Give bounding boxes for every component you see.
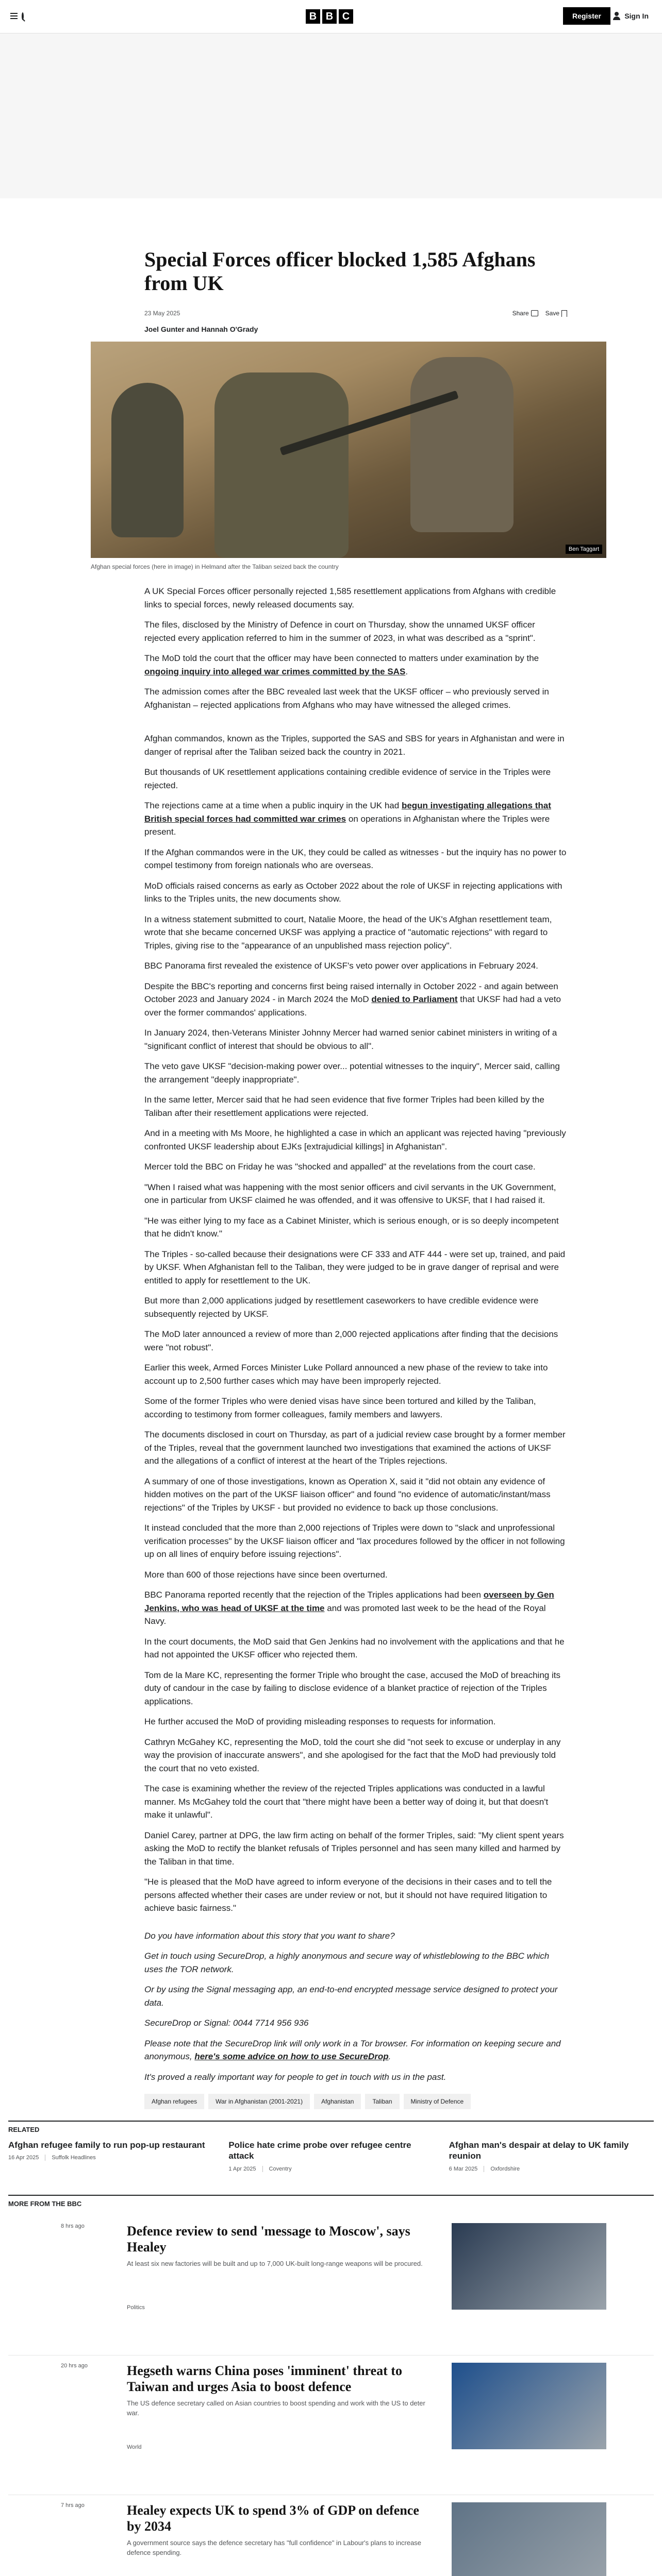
save-label: Save xyxy=(545,310,559,317)
article-paragraph: "He was either lying to my face as a Cabinet Minister, which is serious enough, or is so deeply incompetent that he didn't know." xyxy=(144,1215,559,1239)
byline: Joel Gunter and Hannah O'Grady xyxy=(144,325,258,333)
hero-figure xyxy=(410,357,514,532)
more-summary: At least six new factories will be built and up to 7,000 UK-built long-range weapons will be procured. xyxy=(127,2259,423,2267)
article-paragraph xyxy=(144,652,567,678)
article-paragraph: SecureDrop or Signal: 0044 7714 956 936 xyxy=(144,2018,309,2028)
article-paragraph: He further accused the MoD of providing misleading responses to requests for information. xyxy=(144,1717,496,1726)
more-text xyxy=(127,2502,426,2558)
paragraph-text: and was promoted last week to be the head of the Royal Navy. xyxy=(144,1603,546,1626)
article-paragraph: And in a meeting with Ms Moore, he highlighted a case in which an applicant was rejected having "previously confronted UKSF leadership about EJKs [extrajudicial killings] in Afghanistan". xyxy=(144,1128,566,1151)
paragraph-text: The MoD told the court that the officer may have been connected to matters under examination by the xyxy=(144,653,539,663)
topic-tag[interactable]: Taliban xyxy=(365,2094,399,2109)
topic-tag[interactable]: War in Afghanistan (2001-2021) xyxy=(208,2094,310,2109)
related-meta xyxy=(8,2155,213,2161)
related-meta xyxy=(228,2166,433,2172)
article-paragraph xyxy=(144,1588,567,1628)
more-title[interactable]: Defence review to send 'message to Moscow', says Healey xyxy=(127,2223,410,2255)
article-paragraph: Some of the former Triples who were denied visas have since been tortured and killed by the Taliban, according to testimony from former colleagues, family members and lawyers. xyxy=(144,1396,536,1419)
inline-link[interactable]: begun investigating allegations that British special forces had committed war crimes xyxy=(144,801,551,824)
article-meta xyxy=(144,310,567,317)
article-paragraph: Or by using the Signal messaging app, an end-to-end encrypted message service designed to protect your data. xyxy=(144,1985,558,2008)
related-heading: RELATED xyxy=(8,2121,654,2133)
related-title[interactable]: Police hate crime probe over refugee centre attack xyxy=(228,2140,411,2161)
related-date: 1 Apr 2025 xyxy=(228,2165,256,2172)
more-thumbnail[interactable] xyxy=(452,2363,606,2449)
more-title[interactable]: Hegseth warns China poses 'imminent' threat to Taiwan and urges Asia to boost defence xyxy=(127,2363,402,2394)
article-date: 23 May 2025 xyxy=(144,310,180,317)
article-title: Special Forces officer blocked 1,585 Afghans from UK xyxy=(144,248,536,295)
image-credit: Ben Taggart xyxy=(566,545,602,554)
topic-tags xyxy=(144,2094,567,2109)
share-icon xyxy=(531,310,538,316)
logo-letter: B xyxy=(322,9,337,24)
more-time: 20 hrs ago xyxy=(61,2362,88,2369)
article-paragraph: Afghan commandos, known as the Triples, supported the SAS and SBS for years in Afghanistan and were in danger of reprisal after the Taliban seized back the country in 2021. xyxy=(144,734,565,757)
related-title[interactable]: Afghan refugee family to run pop-up restaurant xyxy=(8,2140,205,2150)
more-time: 7 hrs ago xyxy=(61,2502,85,2509)
related-topic: Suffolk Headlines xyxy=(45,2155,95,2161)
article-paragraph: In January 2024, then-Veterans Minister Johnny Mercer had warned senior cabinet ministers in writing of a "significant conflict of interest that should be obvious to all". xyxy=(144,1028,557,1051)
article-paragraph: It's proved a really important way for people to get in touch with us in the past. xyxy=(144,2072,446,2082)
article-paragraph xyxy=(144,2037,567,2063)
share-button[interactable] xyxy=(512,310,538,317)
save-button[interactable] xyxy=(545,310,567,317)
article-paragraph: "When I raised what was happening with the most senior officers and civil servants in the UK Government, one in particular from UKSF claimed he was offended, and it was offensive to UKSF, that I had raised it. xyxy=(144,1182,556,1205)
article-paragraph: But thousands of UK resettlement applications containing credible evidence of service in the Triples were rejected. xyxy=(144,767,551,790)
article-paragraph: In a witness statement submitted to court, Natalie Moore, the head of the UK's Afghan resettlement team, wrote that she became concerned UKSF was applying a practice of "automatic rejections" with regard to Triples, giving rise to the "appearance of an unpublished mass rejection policy". xyxy=(144,914,552,951)
more-topic: Politics xyxy=(127,2304,145,2311)
bbc-logo[interactable] xyxy=(306,9,353,24)
advertisement-slot xyxy=(0,33,662,198)
more-item[interactable] xyxy=(8,2355,654,2495)
paragraph-text: . xyxy=(388,2052,391,2061)
article-paragraph xyxy=(144,980,567,1020)
related-date: 6 Mar 2025 xyxy=(449,2165,478,2172)
article-paragraph xyxy=(144,799,567,839)
more-text xyxy=(127,2363,426,2418)
paragraph-text: . xyxy=(405,666,408,676)
related-card[interactable] xyxy=(8,2140,213,2172)
more-thumbnail[interactable] xyxy=(452,2502,606,2576)
article-paragraph: Tom de la Mare KC, representing the former Triple who brought the case, accused the MoD of breaching its duty of candour in the case by failing to disclose evidence of a blanket practice of rejection of the Triples applications. xyxy=(144,1670,560,1706)
article-header xyxy=(144,198,567,333)
article-paragraph: In the court documents, the MoD said that Gen Jenkins had no involvement with the applications and that he had not appointed the UKSF officer who rejected them. xyxy=(144,1636,565,1659)
inline-link[interactable]: here's some advice on how to use SecureDrop xyxy=(194,2052,389,2061)
inline-link[interactable]: overseen by Gen Jenkins, who was head of UKSF at the time xyxy=(144,1590,554,1613)
topic-tag[interactable]: Afghanistan xyxy=(314,2094,361,2109)
more-thumbnail[interactable] xyxy=(452,2223,606,2310)
article-paragraph: But more than 2,000 applications judged by resettlement caseworkers to have credible evidence were subsequently rejected by UKSF. xyxy=(144,1296,539,1319)
paragraph-text: Despite the BBC's reporting and concerns first being raised internally in October 2022 - and again between October 2023 and January 2024 - in March 2024 the MoD xyxy=(144,981,558,1004)
more-title[interactable]: Healey expects UK to spend 3% of GDP on defence by 2034 xyxy=(127,2502,419,2534)
paragraph-text: on operations in Afghanistan where the Triples were present. xyxy=(144,814,550,837)
article-paragraph: A summary of one of those investigations, known as Operation X, said it "did not obtain any evidence of hidden motives on the part of the UKSF liaison officer" and found "no evidence of automatic/instant/mass rejections" of the Triples by UKSF - but provided no evidence to back up those conclusions. xyxy=(144,1476,551,1513)
article-paragraph: Cathryn McGahey KC, representing the MoD, told the court she did "not seek to excuse or underplay in any way the provision of inaccurate answers", and she apologised for the fact that the MoD had previously told the court that no veto existed. xyxy=(144,1737,561,1773)
top-navigation xyxy=(0,0,662,33)
article-paragraph: The files, disclosed by the Ministry of Defence in court on Thursday, show the unnamed UKSF officer rejected every application referred to him in the summer of 2023, in what was described as a "sprint". xyxy=(144,620,536,643)
article-paragraph: More than 600 of those rejections have since been overturned. xyxy=(144,1569,388,1580)
related-card[interactable] xyxy=(228,2140,433,2172)
article-paragraph: MoD officials raised concerns as early as October 2022 about the role of UKSF in rejecting applications with links to the Triples units, the new documents show. xyxy=(144,880,562,904)
menu-search-button[interactable] xyxy=(10,10,22,22)
more-text xyxy=(127,2223,426,2269)
paragraph-text: Please note that the SecureDrop link will only work in a Tor browser. For information on keeping secure and anonymous, xyxy=(144,2038,561,2061)
article-paragraph: A UK Special Forces officer personally rejected 1,585 resettlement applications from Afghans with credible links to special forces, newly released documents say. xyxy=(144,586,556,609)
article-paragraph: Get in touch using SecureDrop, a highly anonymous and secure way of whistleblowing to the BBC which uses the TOR network. xyxy=(144,1951,550,1974)
related-topic: Oxfordshire xyxy=(484,2166,520,2172)
related-title[interactable]: Afghan man's despair at delay to UK family reunion xyxy=(449,2140,629,2161)
more-item[interactable] xyxy=(8,2495,654,2576)
sign-in-button[interactable] xyxy=(609,7,653,25)
logo-letter: C xyxy=(339,9,353,24)
related-card[interactable] xyxy=(449,2140,654,2172)
share-save-row xyxy=(512,310,567,317)
related-meta xyxy=(449,2166,654,2172)
logo-letter: B xyxy=(306,9,320,24)
hero-image xyxy=(91,342,606,558)
article-paragraph: Do you have information about this story that you want to share? xyxy=(144,1930,395,1941)
more-topic: World xyxy=(127,2444,142,2450)
article-paragraph: If the Afghan commandos were in the UK, they could be called as witnesses - but the inquiry has no power to compel testimony from foreign nationals who are overseas. xyxy=(144,847,567,870)
more-heading: MORE FROM THE BBC xyxy=(8,2195,654,2208)
article-paragraph: Earlier this week, Armed Forces Minister Luke Pollard announced a new phase of the review to take into account up to 2,500 further cases which may have been improperly rejected. xyxy=(144,1363,548,1386)
article-paragraph: The Triples - so-called because their designations were CF 333 and ATF 444 - were set up, trained, and paid by UKSF. When Afghanistan fell to the Taliban, they were judged to be in grave danger of reprisal and were entitled to apply for resettlement to the UK. xyxy=(144,1249,566,1285)
article-paragraph: Mercer told the BBC on Friday he was "shocked and appalled" at the revelations from the court case. xyxy=(144,1162,536,1172)
article-paragraph: "He is pleased that the MoD have agreed to inform everyone of the decisions in their cases and to tell the persons affected whether their cases are under review or not, but it should not have required litigation to achieve basic fairness." xyxy=(144,1877,552,1913)
article-paragraph: The case is examining whether the review of the rejected Triples applications was conducted in a lawful manner. Ms McGahey told the court that "there might have been a better way of doing it, but that doesn't make it unlawful". xyxy=(144,1784,549,1820)
related-list xyxy=(8,2140,654,2172)
image-caption: Afghan special forces (here in image) in Helmand after the Taliban seized back the country xyxy=(91,563,339,570)
related-topic: Coventry xyxy=(262,2166,292,2172)
contact-box xyxy=(144,1929,567,2084)
more-summary: A government source says the defence secretary has "full confidence" in Labour's plans to increase defence spending. xyxy=(127,2538,422,2556)
article-paragraph: It instead concluded that the more than 2,000 rejections of Triples were down to "slack and unprofessional verification processes" by the UKSF liaison officer and "lax procedures followed by the officer in not following up on all lines of enquiry before issuing rejections". xyxy=(144,1523,565,1559)
topic-tag[interactable]: Ministry of Defence xyxy=(404,2094,471,2109)
article-paragraph: Daniel Carey, partner at DPG, the law firm acting on behalf of the former Triples, said: "My client spent years asking the MoD to rectify the blanket refusals of Triples personnel and has seen many killed and harmed by the Taliban in that time. xyxy=(144,1830,564,1867)
more-item[interactable] xyxy=(8,2216,654,2355)
user-icon xyxy=(613,12,620,20)
search-icon xyxy=(22,12,24,20)
inline-link[interactable]: denied to Parliament xyxy=(371,994,458,1004)
bookmark-icon xyxy=(561,310,567,317)
more-time: 8 hrs ago xyxy=(61,2223,85,2229)
related-date: 16 Apr 2025 xyxy=(8,2155,39,2161)
inline-link[interactable]: ongoing inquiry into alleged war crimes committed by the SAS xyxy=(144,666,406,676)
article-paragraph: In the same letter, Mercer said that he had seen evidence that five former Triples had been killed by the Taliban after their resettlement applications were rejected. xyxy=(144,1095,544,1118)
article-paragraph: The MoD later announced a review of more than 2,000 rejected applications after finding that the decisions were "not robust". xyxy=(144,1329,558,1352)
article-body xyxy=(144,585,567,1915)
more-list xyxy=(0,2216,662,2576)
topic-tag[interactable]: Afghan refugees xyxy=(144,2094,204,2109)
more-summary: The US defence secretary called on Asian countries to boost spending and work with the US to deter war. xyxy=(127,2399,425,2417)
paragraph-text: that UKSF had had a veto over the former commandos' applications. xyxy=(144,994,561,1018)
hero-figure xyxy=(214,372,349,558)
share-label: Share xyxy=(512,310,529,317)
article-paragraph: The documents disclosed in court on Thursday, as part of a judicial review case brought by a former member of the Triples, reveal that the government launched two investigations that examined the actions of UKSF and the allegations of a conflict of interest at the heart of the Triples rejections. xyxy=(144,1430,566,1466)
hamburger-icon xyxy=(10,13,18,19)
article-paragraph: BBC Panorama first revealed the existence of UKSF's veto power over applications in February 2024. xyxy=(144,961,538,971)
register-button[interactable]: Register xyxy=(563,7,610,25)
paragraph-text: BBC Panorama reported recently that the rejection of the Triples applications had been xyxy=(144,1590,484,1600)
hero-figure xyxy=(111,383,184,537)
sign-in-label: Sign In xyxy=(624,12,649,20)
paragraph-text: The rejections came at a time when a public inquiry in the UK had xyxy=(144,801,402,810)
article-paragraph: The veto gave UKSF "decision-making power over... potential witnesses to the inquiry", Mercer said, calling the arrangement "deeply inappropriate". xyxy=(144,1061,560,1084)
article-paragraph: The admission comes after the BBC revealed last week that the UKSF officer – who previously served in Afghanistan – rejected applications from Afghans who may have witnessed the alleged crimes. xyxy=(144,687,549,710)
